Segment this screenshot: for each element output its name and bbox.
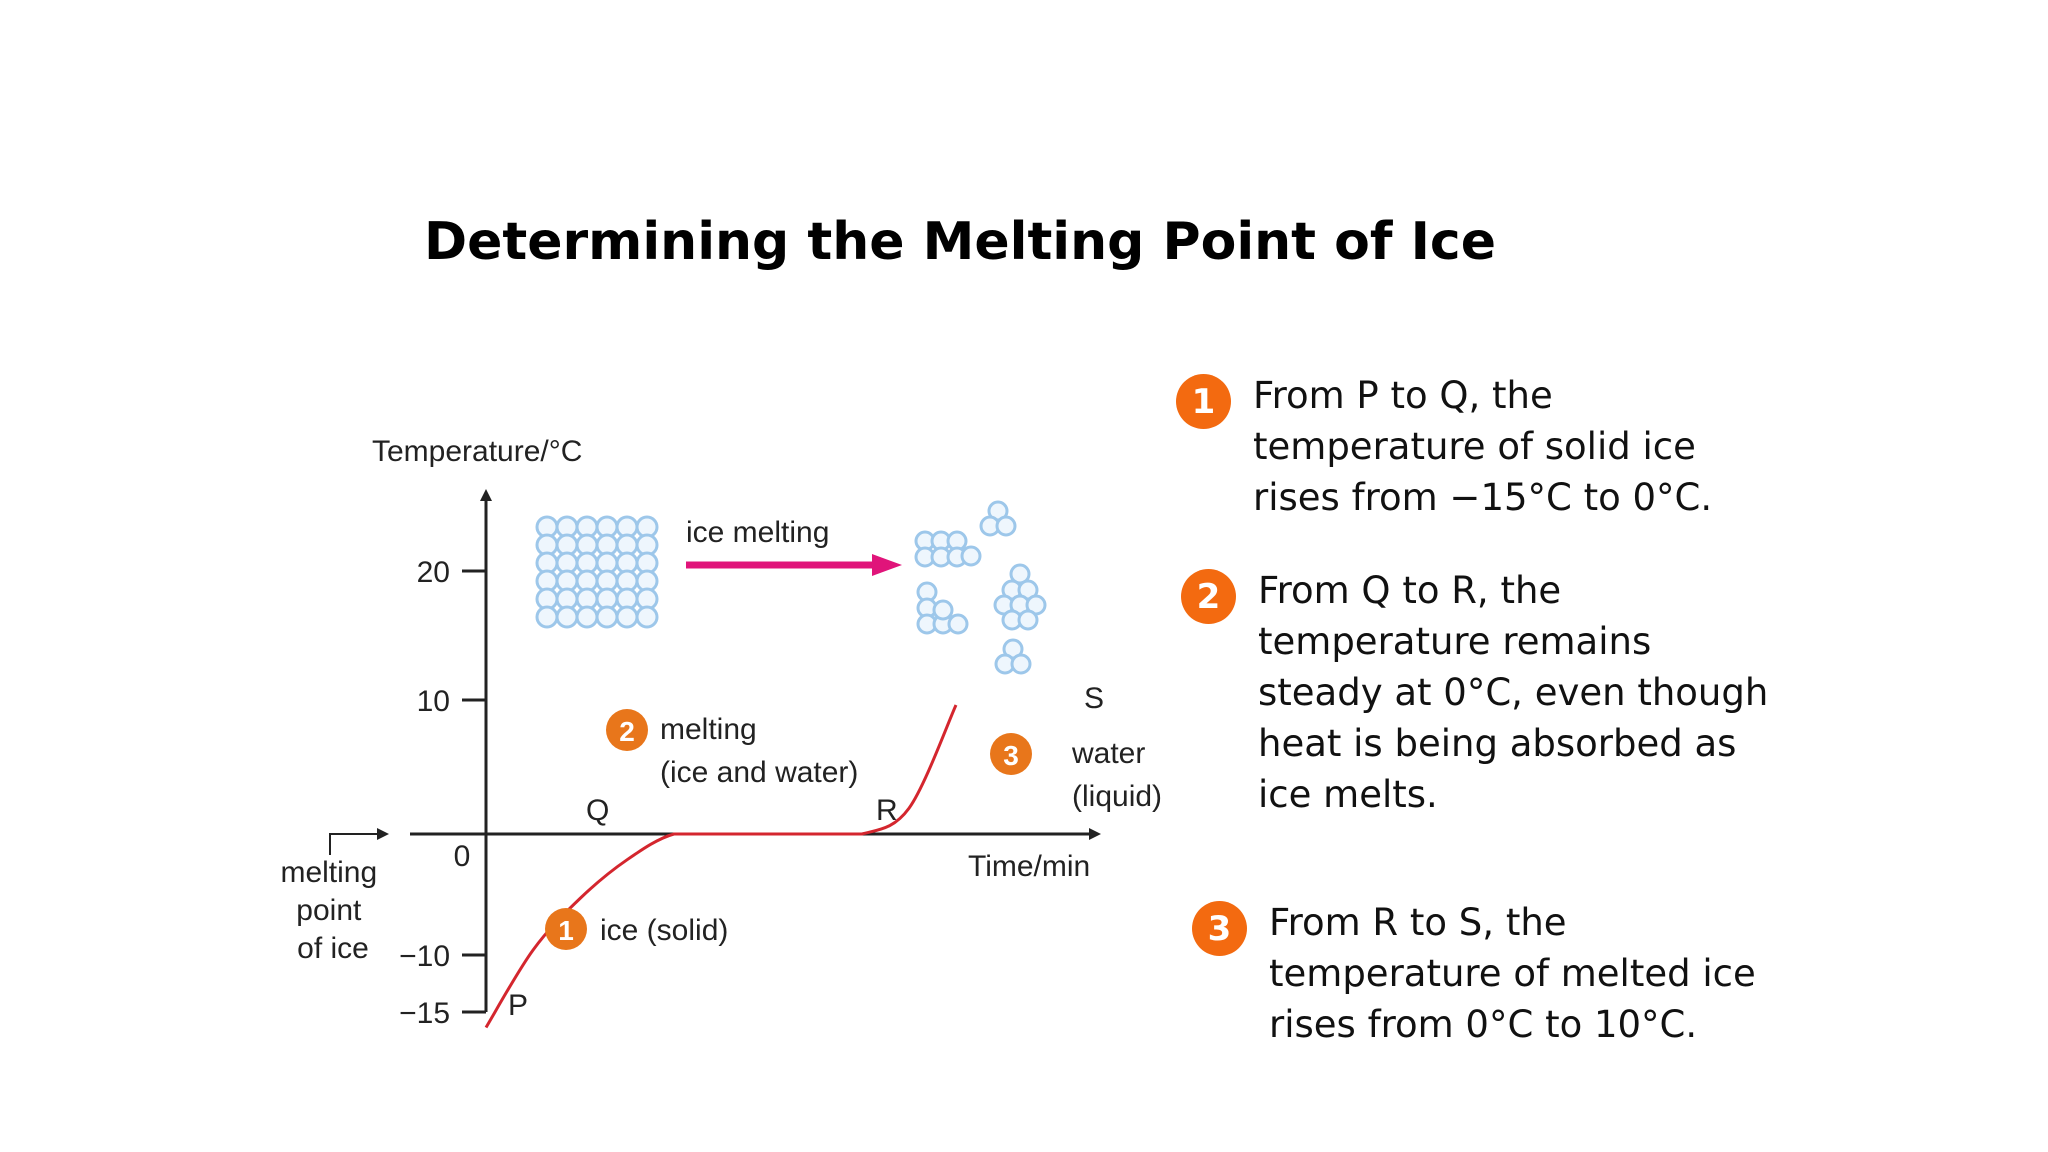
y-tick-label-20: 20 (416, 556, 450, 589)
melting-point-label-line3: of ice (297, 932, 369, 965)
stage-3-badge-number: 3 (1003, 740, 1019, 771)
y-tick-label-neg10: −10 (399, 940, 450, 973)
ice-particle (557, 607, 577, 627)
note-1-line: From P to Q, the (1253, 374, 1553, 417)
water-particle (997, 517, 1015, 535)
note-3 (1192, 897, 1756, 1050)
note-2 (1181, 565, 1768, 820)
melting-point-label-line1: melting (280, 856, 378, 889)
stage-1-label: ice (solid) (600, 914, 729, 947)
melting-point-label-line2: point (296, 894, 362, 927)
note-1 (1176, 370, 1712, 523)
x-axis-label: Time/min (968, 850, 1091, 883)
stage-2-label-line2: (ice and water) (660, 756, 859, 789)
water-particle (962, 547, 980, 565)
note-2-line: ice melts. (1258, 773, 1438, 816)
point-label-s: S (1084, 682, 1105, 715)
y-tick-label-10: 10 (416, 685, 450, 718)
water-particle (1019, 611, 1037, 629)
y-tick-label-neg15: −15 (399, 997, 450, 1030)
note-2-text (1258, 565, 1768, 820)
point-label-p: P (508, 989, 529, 1022)
water-particle (1012, 655, 1030, 673)
water-particle (949, 615, 967, 633)
note-3-line: From R to S, the (1269, 901, 1567, 944)
note-1-badge: 1 (1176, 374, 1231, 429)
note-2-badge: 2 (1181, 569, 1236, 624)
note-2-line: steady at 0°C, even though (1258, 671, 1769, 714)
stage-3-label-line1: water (1072, 737, 1146, 770)
note-3-text (1269, 897, 1756, 1050)
note-1-text (1253, 370, 1712, 523)
note-2-line: heat is being absorbed as (1258, 722, 1737, 765)
stage-3-label-line2: (liquid) (1072, 780, 1163, 813)
stage-1-badge-number: 1 (558, 915, 574, 946)
note-1-line: rises from −15°C to 0°C. (1253, 476, 1713, 519)
note-3-line: rises from 0°C to 10°C. (1269, 1003, 1698, 1046)
ice-particle (637, 607, 657, 627)
origin-label: 0 (453, 840, 471, 873)
note-3-badge: 3 (1192, 901, 1247, 956)
stage-2-label-line1: melting (660, 713, 757, 746)
point-label-r: R (876, 794, 898, 827)
ice-particle (577, 607, 597, 627)
water-particle (934, 601, 952, 619)
ice-melting-label: ice melting (686, 516, 830, 549)
point-label-q: Q (586, 794, 610, 827)
stage-2-badge-number: 2 (619, 716, 635, 747)
ice-particle (537, 607, 557, 627)
note-2-line: From Q to R, the (1258, 569, 1562, 612)
note-2-line: temperature remains (1258, 620, 1652, 663)
ice-particle (597, 607, 617, 627)
note-1-line: temperature of solid ice (1253, 425, 1696, 468)
ice-particle (617, 607, 637, 627)
y-axis-label: Temperature/°C (372, 435, 583, 468)
slide-title: Determining the Melting Point of Ice (423, 212, 1497, 272)
note-3-line: temperature of melted ice (1269, 952, 1756, 995)
